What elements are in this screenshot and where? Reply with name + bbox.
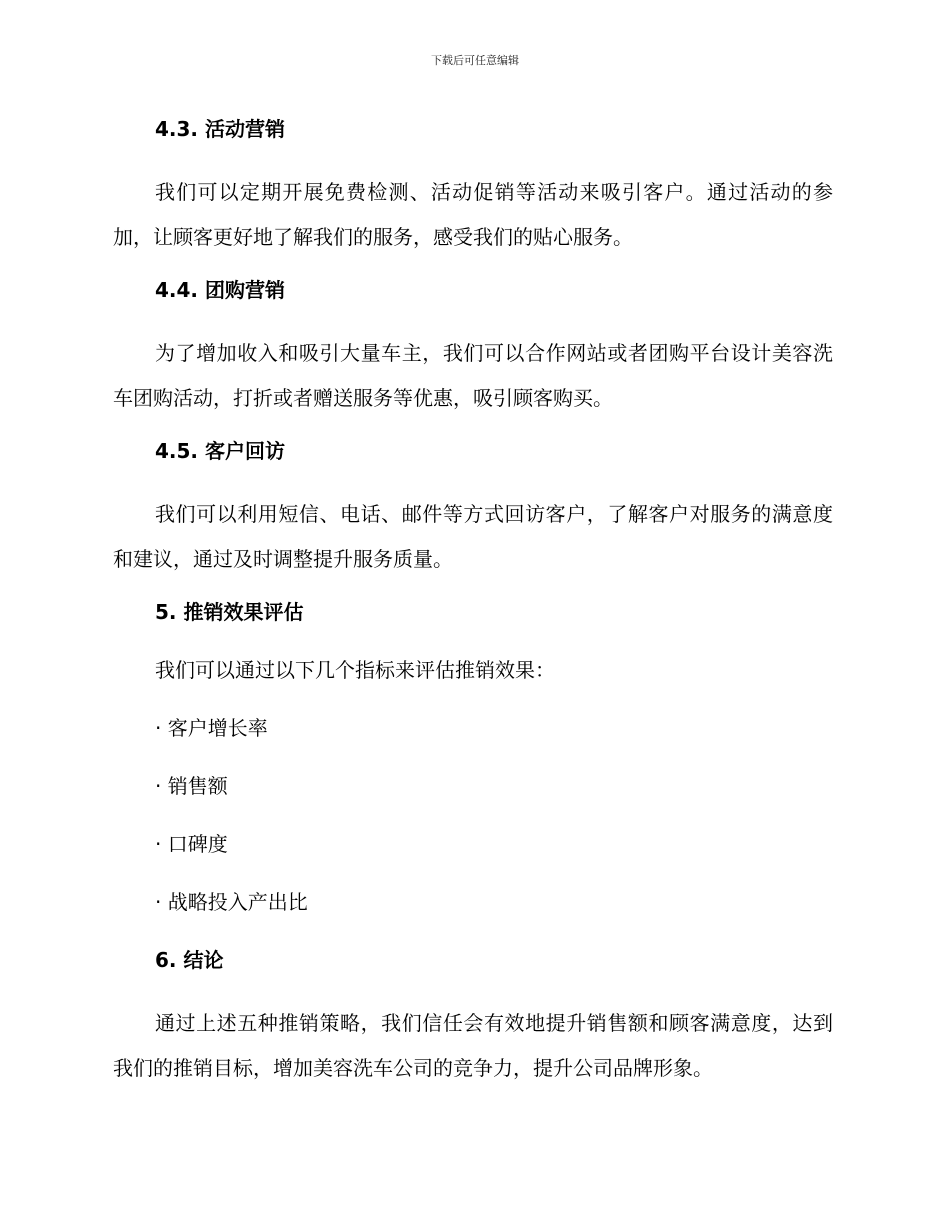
section-heading-5: 5. 推销效果评估 bbox=[155, 600, 304, 624]
section-heading-6: 6. 结论 bbox=[155, 948, 224, 972]
list-item: · 销售额 bbox=[155, 774, 228, 798]
document-body bbox=[113, 112, 833, 1104]
section-paragraph-4-4: 为了增加收入和吸引大量车主，我们可以合作网站或者团购平台设计美容洗车团购活动，打折或者赠送服务等优惠，吸引顾客购买。 bbox=[113, 341, 833, 410]
section-paragraph-4-3: 我们可以定期开展免费检测、活动促销等活动来吸引客户。通过活动的参加，让顾客更好地了解我们的服务，感受我们的贴心服务。 bbox=[113, 180, 833, 249]
section-intro-5: 我们可以通过以下几个指标来评估推销效果： bbox=[155, 658, 555, 682]
list-item: · 战略投入产出比 bbox=[155, 890, 308, 914]
page-header-note: 下载后可任意编辑 bbox=[431, 54, 519, 67]
list-item: · 客户增长率 bbox=[155, 716, 268, 740]
section-heading-4-4: 4.4. 团购营销 bbox=[155, 278, 285, 302]
section-heading-4-3: 4.3. 活动营销 bbox=[155, 117, 285, 141]
section-heading-4-5: 4.5. 客户回访 bbox=[155, 439, 285, 463]
list-item: · 口碑度 bbox=[155, 832, 228, 856]
section-paragraph-4-5: 我们可以利用短信、电话、邮件等方式回访客户，了解客户对服务的满意度和建议，通过及时调整提升服务质量。 bbox=[113, 502, 833, 571]
section-paragraph-6: 通过上述五种推销策略，我们信任会有效地提升销售额和顾客满意度，达到我们的推销目标，增加美容洗车公司的竞争力，提升公司品牌形象。 bbox=[113, 1011, 833, 1080]
